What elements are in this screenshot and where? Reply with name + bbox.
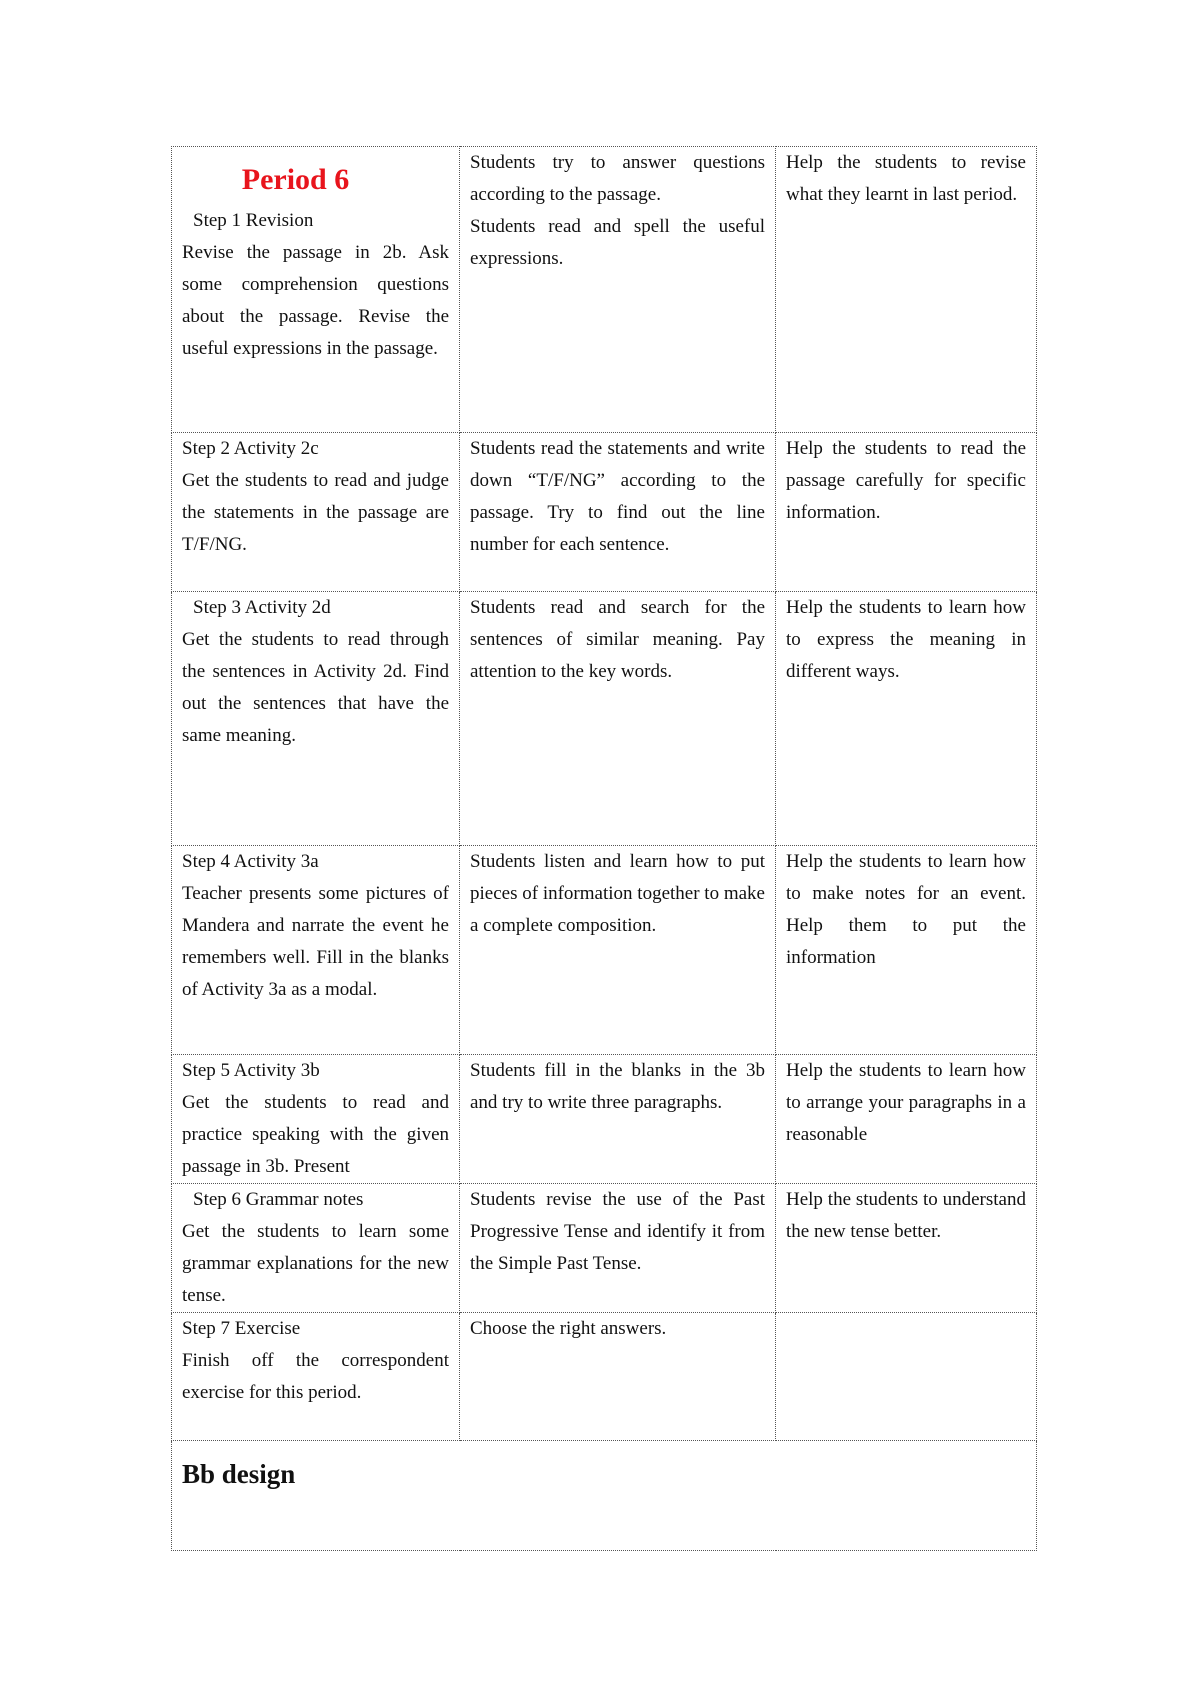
step-description: Get the students to read and practice speaking with the given passage in 3b. Present — [182, 1092, 449, 1177]
table-row — [172, 1184, 1037, 1313]
lesson-plan-table — [171, 146, 1037, 1551]
student-activity-text: Students fill in the blanks in the 3b and try to write three paragraphs. — [470, 1060, 765, 1113]
purpose-text: Help the students to understand the new tense better. — [786, 1189, 1026, 1242]
student-activity-text: Students read the statements and write down “T/F/NG” according to the passage. Try to find out the line number for each sentence. — [470, 438, 765, 555]
student-activity-text: Students listen and learn how to put pieces of information together to make a complete composition. — [470, 851, 765, 936]
step-cell — [172, 1055, 460, 1184]
student-activity-text: Choose the right answers. — [470, 1318, 667, 1339]
student-activity-cell — [460, 1184, 776, 1313]
step-heading: Step 6 Grammar notes — [193, 1189, 364, 1210]
step-description: Get the students to read and judge the statements in the passage are T/F/NG. — [182, 470, 449, 555]
period-title: Period 6 — [241, 163, 350, 196]
step-heading: Step 7 Exercise — [182, 1318, 301, 1339]
step-description: Get the students to read through the sentences in Activity 2d. Find out the sentences that have the same meaning. — [182, 629, 449, 746]
table-row — [172, 1313, 1037, 1441]
step-cell — [172, 846, 460, 1055]
purpose-text: Help the students to learn how to express the meaning in different ways. — [786, 597, 1026, 682]
table-row — [172, 147, 1037, 433]
student-activity-cell — [460, 592, 776, 846]
step-heading: Step 4 Activity 3a — [182, 851, 319, 872]
student-activity-cell — [460, 1313, 776, 1441]
step-heading: Step 3 Activity 2d — [193, 597, 331, 618]
student-activity-text: Students read and spell the useful expressions. — [470, 216, 765, 269]
step-cell — [172, 147, 460, 433]
purpose-cell — [776, 1055, 1037, 1184]
step-heading: Step 1 Revision — [193, 210, 314, 231]
student-activity-text: Students try to answer questions according to the passage. — [470, 152, 765, 205]
purpose-text: Help the students to revise what they learnt in last period. — [786, 152, 1026, 205]
purpose-text: Help the students to read the passage carefully for specific information. — [786, 438, 1026, 523]
purpose-cell — [776, 1184, 1037, 1313]
purpose-text: Help the students to learn how to make notes for an event. Help them to put the information — [786, 851, 1026, 968]
step-heading: Step 5 Activity 3b — [182, 1060, 320, 1081]
step-cell — [172, 433, 460, 592]
step-description: Teacher presents some pictures of Mandera and narrate the event he remembers well. Fill in the blanks of Activity 3a as a modal. — [182, 883, 449, 1000]
table-row — [172, 592, 1037, 846]
step-cell — [172, 592, 460, 846]
student-activity-text: Students revise the use of the Past Progressive Tense and identify it from the Simple Past Tense. — [470, 1189, 765, 1274]
student-activity-cell — [460, 1055, 776, 1184]
table-row — [172, 1055, 1037, 1184]
student-activity-cell — [460, 846, 776, 1055]
purpose-text: Help the students to learn how to arrange your paragraphs in a reasonable — [786, 1060, 1026, 1145]
purpose-cell — [776, 592, 1037, 846]
step-heading: Step 2 Activity 2c — [182, 438, 319, 459]
table-row — [172, 433, 1037, 592]
step-description: Revise the passage in 2b. Ask some comprehension questions about the passage. Revise the useful expressions in the passage. — [182, 242, 449, 359]
bb-design-title: Bb design — [182, 1459, 296, 1489]
table-row — [172, 1441, 1037, 1551]
step-description: Get the students to learn some grammar explanations for the new tense. — [182, 1221, 449, 1306]
purpose-cell — [776, 433, 1037, 592]
student-activity-text: Students read and search for the sentences of similar meaning. Pay attention to the key words. — [470, 597, 765, 682]
step-cell — [172, 1184, 460, 1313]
step-description: Finish off the correspondent exercise for this period. — [182, 1350, 449, 1403]
purpose-cell — [776, 1313, 1037, 1441]
purpose-cell — [776, 147, 1037, 433]
student-activity-cell — [460, 433, 776, 592]
table-row — [172, 846, 1037, 1055]
bb-design-cell — [172, 1441, 1037, 1551]
step-cell — [172, 1313, 460, 1441]
student-activity-cell — [460, 147, 776, 433]
purpose-cell — [776, 846, 1037, 1055]
